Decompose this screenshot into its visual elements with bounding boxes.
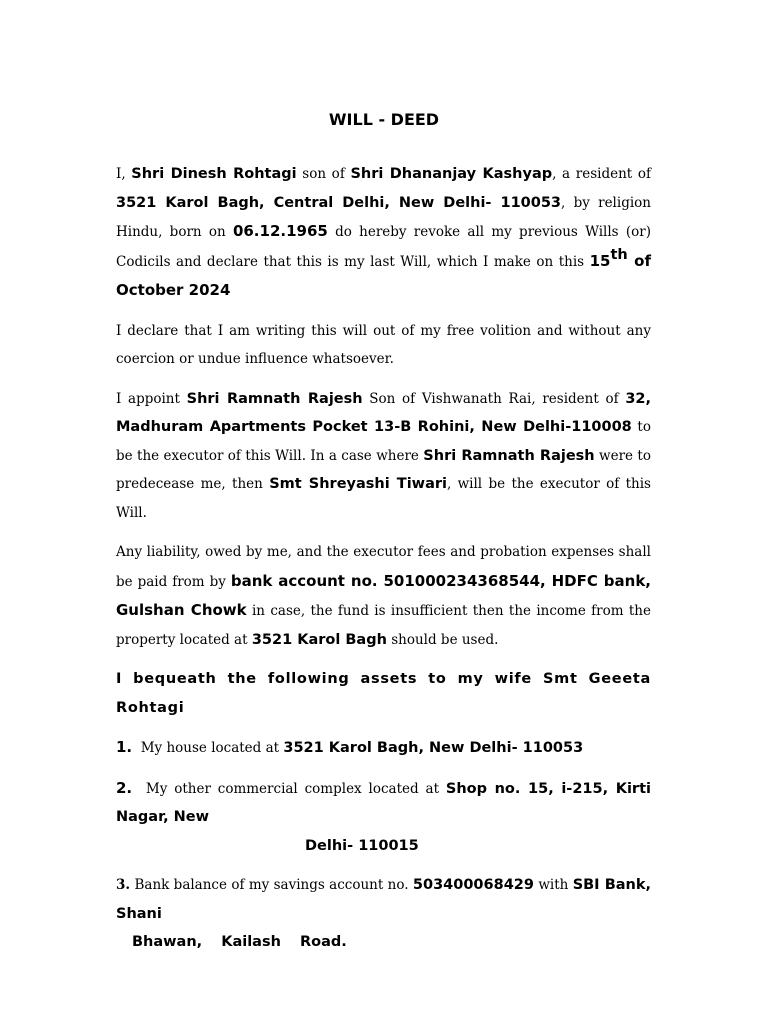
father-name: Shri Dhananjay Kashyap — [350, 166, 553, 182]
text: , will be the executor of this Will. — [116, 476, 651, 521]
will-date-day: 15 — [589, 251, 611, 270]
document-title: WILL - DEED — [328, 110, 440, 129]
alternate-executor-name: Smt Shreyashi Tiwari — [269, 476, 447, 492]
asset-item-1 — [116, 733, 651, 763]
asset-number: 3. — [116, 877, 131, 893]
executor-address: 32, Madhuram Apartments Pocket 13-B Rohini, New Delhi-110008 — [116, 390, 651, 435]
asset-commercial-address: Shop no. 15, i-215, Kirti Nagar, New — [116, 780, 651, 825]
asset-item-3 — [116, 871, 651, 928]
text: , a resident of — [552, 166, 651, 182]
asset-text: My house located at — [140, 740, 284, 756]
testator-address: 3521 Karol Bagh, Central Delhi, New Delhi- 110053 — [116, 194, 562, 211]
asset-item-2-continued — [116, 832, 651, 861]
text: should be used. — [386, 631, 499, 648]
paragraph-free-volition: I declare that I am writing this will out of my free volition and without any coercion or undue influence whatsoever. — [116, 322, 651, 367]
will-date-rest: of October 2024 — [116, 251, 651, 299]
executor-name: Shri Ramnath Rajesh — [186, 390, 363, 407]
property-location: 3521 Karol Bagh — [251, 631, 387, 648]
text: do hereby revoke all my previous Wills (or) Codicils and declare that this is my last Will, which I make on this — [116, 224, 651, 270]
asset-item-3-continued — [116, 928, 651, 957]
bank-branch-cont: Bhawan, Kailash Road. — [132, 934, 347, 950]
date-of-birth: 06.12.1965 — [232, 222, 328, 240]
paragraph-declaration — [116, 160, 651, 306]
text: were to predecease me, then — [116, 447, 651, 492]
paragraph-liability — [116, 538, 651, 654]
asset-commercial-address-cont: Delhi- 110015 — [305, 837, 419, 854]
asset-text: My other commercial complex located at — [145, 780, 446, 797]
text: son of — [296, 166, 351, 182]
asset-text: with — [533, 877, 573, 893]
executor-name-repeat: Shri Ramnath Rajesh — [423, 447, 595, 464]
asset-house-address: 3521 Karol Bagh, New Delhi- 110053 — [283, 740, 584, 756]
asset-text: Bank balance of my savings account no. — [134, 877, 413, 893]
bank-branch: SBI Bank, Shani — [116, 877, 652, 922]
text: , by religion Hindu, born on — [116, 194, 651, 240]
bank-account-details: bank account no. 501000234368544, HDFC bank, Gulshan Chowk — [116, 571, 652, 619]
savings-account-number: 503400068429 — [412, 877, 534, 893]
testator-name: Shri Dinesh Rohtagi — [131, 166, 297, 182]
text: Any liability, owed by me, and the executor fees and probation expenses shall be paid from by — [116, 544, 651, 590]
text: in case, the fund is insufficient then the income from the property located at — [116, 603, 651, 648]
paragraph-executor — [116, 385, 651, 528]
will-date-suffix: th — [610, 246, 628, 263]
document-body — [116, 160, 651, 957]
text: Son of Vishwanath Rai, resident of — [362, 390, 626, 407]
asset-item-2 — [116, 774, 651, 832]
asset-number: 1. — [116, 738, 133, 756]
bequest-heading: I bequeath the following assets to my wife Smt Geeeta Rohtagi — [116, 671, 651, 716]
text: I, — [116, 166, 132, 182]
asset-number: 2. — [116, 778, 133, 797]
text: to be the executor of this Will. In a case where — [116, 419, 651, 464]
text: I appoint — [116, 390, 187, 407]
